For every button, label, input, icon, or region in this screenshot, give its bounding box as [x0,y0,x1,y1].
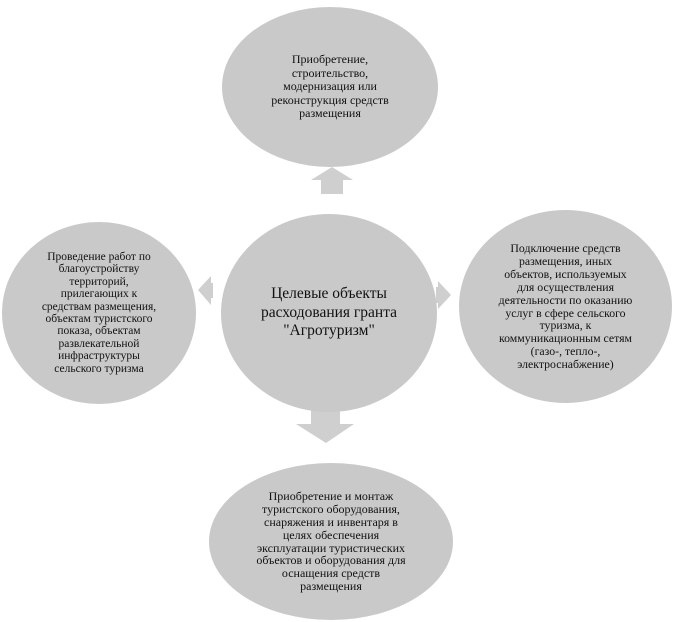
text-line: объектов и оборудования для [256,553,406,568]
text-line: показа, объектам [57,325,141,338]
text-line: сельского туризма [54,362,144,375]
node-top-text [255,53,405,120]
text-line: территорий, [69,275,129,288]
text-line: (газо-, тепло-, [530,344,601,359]
text-line: снаряжения и инвентаря в [264,514,398,529]
text-line: туристского оборудования, [262,501,400,516]
text-line: для осуществления [516,279,615,294]
node-bottom-text [247,490,415,594]
text-line: объектов, используемых [504,266,627,281]
text-line: деятельности по оказанию [498,292,633,307]
text-line: услуг в сфере сельского [505,305,626,320]
text-line: Приобретение и монтаж [268,488,394,503]
text-line: модернизация или [283,79,377,94]
text-line: средствам размещения, [41,300,157,313]
node-center-text [249,285,409,342]
node-right-text [486,242,646,372]
text-line: благоустройству [58,263,140,276]
text-line: оснащения средств [281,566,381,581]
arrow-left [198,276,213,305]
text-line: развлекательной [58,337,140,350]
text-line: реконструкция средств [271,92,389,107]
text-line: целях обеспечения [282,527,380,542]
text-line: коммуникационным сетям [498,331,633,346]
node-bottom-equipment-purchase [209,463,453,620]
text-line: Целевые объекты [271,284,387,302]
text-line: объектам туристского [45,313,153,325]
node-center-grant-targets [221,214,437,412]
text-line: Проведение работ по [47,250,151,263]
text-line: расходования гранта [260,303,398,321]
text-line: туризма, к [539,318,592,333]
text-line: Приобретение, [291,52,369,67]
text-line: эксплуатации туристических [257,540,405,555]
text-line: размещения [300,579,362,594]
text-line: электроснабжение) [517,357,614,372]
text-line: размещения, иных [518,253,613,268]
text-line: Подключение средств [510,240,621,255]
node-right-utility-connection [459,210,672,403]
text-line: прилегающих к [60,288,138,301]
text-line: инфраструктуры [58,350,140,363]
text-line: размещения [299,106,361,121]
node-left-text [35,251,163,375]
node-left-territory-improvement [2,222,196,404]
text-line: "Агротуризм" [283,322,375,340]
arrow-right [436,281,451,309]
text-line: строительство, [291,65,369,80]
node-top-accommodation-construction [222,7,438,167]
arrow-up [311,167,353,194]
